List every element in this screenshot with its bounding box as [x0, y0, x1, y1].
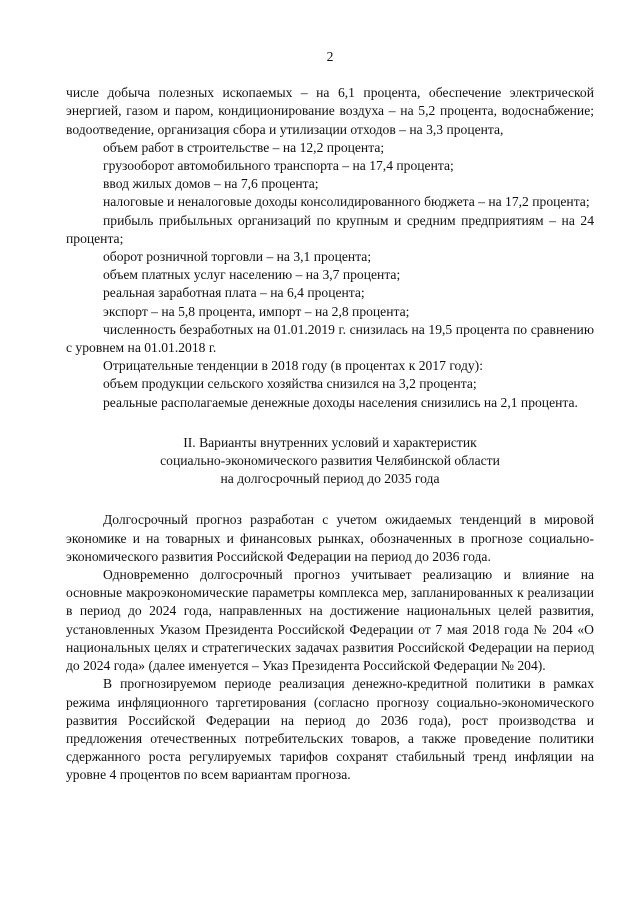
- paragraph: Одновременно долгосрочный прогноз учитывает реализацию и влияние на основные макроэкономические параметры комплекса мер, запланированных к реализации в период до 2024 года, направленных на достижение национальных целей развития, установленных Указом Президента Российской Федерации от 7 мая 2018 года № 204 «О национальных целях и стратегических задачах развития Российской Федерации на период до 2024 года» (далее именуется – Указ Президента Российской Федерации № 204).: [66, 567, 594, 674]
- paragraph: числе добыча полезных ископаемых – на 6,1 процента, обеспечение электрической энергией, газом и паром, кондиционирование воздуха – на 5,2 процента, водоснабжение; водоотведение, организация сбора и утилизации отходов – на 3,3 процента,: [66, 85, 594, 137]
- paragraph: Долгосрочный прогноз разработан с учетом ожидаемых тенденций в мировой экономике и на товарных и финансовых рынках, обозначенных в прогнозе социально-экономического развития Российской Федерации на период до 2036 года.: [66, 512, 594, 564]
- section-heading-line: на долгосрочный период до 2035 года: [220, 471, 440, 487]
- top-section: [66, 84, 594, 412]
- list-item: ввод жилых домов – на 7,6 процента;: [103, 176, 319, 192]
- list-intro: Отрицательные тенденции в 2018 году (в процентах к 2017 году):: [103, 358, 483, 374]
- bottom-section: [66, 511, 594, 784]
- list-item: реальные располагаемые денежные доходы населения снизились на 2,1 процента.: [103, 394, 578, 410]
- paragraph: В прогнозируемом периоде реализация денежно-кредитной политики в рамках режима инфляционного таргетирования (согласно прогнозу социально-экономического развития Российской Федерации на период до 2036 года), рост производства и предложения отечественных потребительских товаров, а также проведение политики сдержанного роста регулируемых тарифов сохранят стабильный тренд инфляции на уровне 4 процентов по всем вариантам прогноза.: [66, 676, 594, 783]
- section-heading-line: II. Варианты внутренних условий и характеристик: [183, 434, 477, 450]
- list-item: налоговые и неналоговые доходы консолидированного бюджета – на 17,2 процента;: [103, 194, 590, 210]
- list-item: численность безработных на 01.01.2019 г. снизилась на 19,5 процента по сравнению с уровнем на 01.01.2018 г.: [66, 321, 594, 356]
- list-item: объем работ в строительстве – на 12,2 процента;: [103, 139, 385, 155]
- list-item: реальная заработная плата – на 6,4 процента;: [103, 285, 365, 301]
- list-item: грузооборот автомобильного транспорта – на 17,4 процента;: [103, 158, 454, 174]
- list-item: экспорт – на 5,8 процента, импорт – на 2,8 процента;: [103, 303, 410, 319]
- list-item: объем продукции сельского хозяйства снизился на 3,2 процента;: [103, 376, 477, 392]
- list-item: объем платных услуг населению – на 3,7 процента;: [103, 267, 401, 283]
- page-number: 2: [326, 49, 334, 64]
- list-item: прибыль прибыльных организаций по крупным и средним предприятиям – на 24 процента;: [66, 212, 594, 246]
- section-heading: [66, 434, 594, 489]
- section-heading-line: социально-экономического развития Челябинской области: [160, 453, 500, 469]
- list-item: оборот розничной торговли – на 3,1 процента;: [103, 249, 372, 265]
